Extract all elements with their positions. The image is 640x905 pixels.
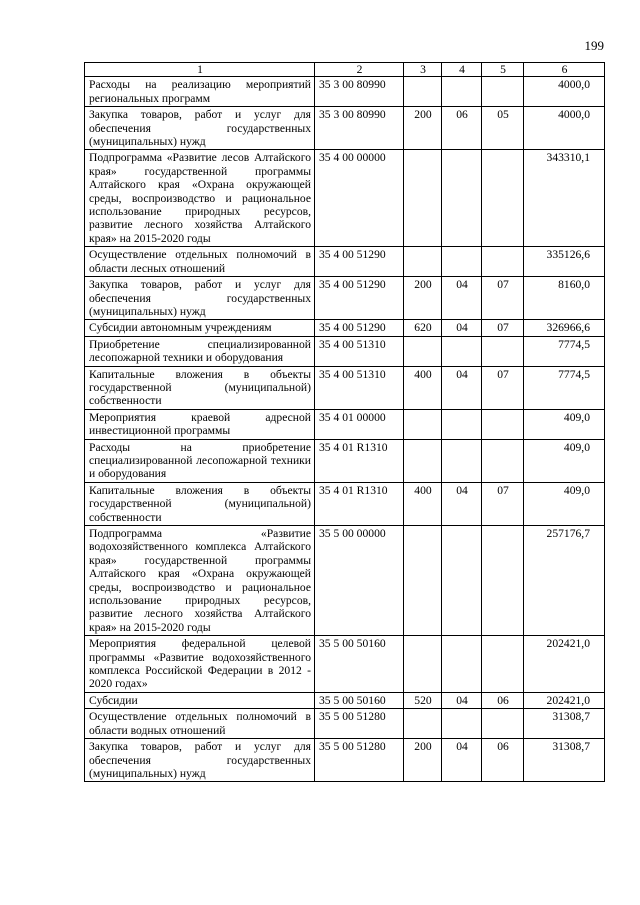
row-name-cell: Осуществление отдельных полномочий в области водных отношений (85, 709, 315, 739)
row-pr-cell: 07 (482, 277, 524, 320)
row-vr-cell: 400 (404, 482, 442, 525)
row-rz-cell (442, 526, 482, 636)
row-vr-cell (404, 247, 442, 277)
row-pr-cell: 06 (482, 739, 524, 782)
table-row (85, 277, 605, 320)
row-code-cell: 35 4 00 51290 (315, 320, 404, 336)
row-sum-cell: 202421,0 (524, 692, 605, 708)
table-row (85, 526, 605, 636)
row-vr-cell (404, 439, 442, 482)
row-name-cell: Приобретение специализированной лесопожарной техники и оборудования (85, 336, 315, 366)
row-sum-cell: 409,0 (524, 409, 605, 439)
row-rz-cell (442, 247, 482, 277)
row-name-cell: Капитальные вложения в объекты государственной (муниципальной) собственности (85, 366, 315, 409)
row-name-cell: Расходы на реализацию мероприятий региональных программ (85, 77, 315, 107)
row-vr-cell (404, 77, 442, 107)
row-code-cell: 35 3 00 80990 (315, 107, 404, 150)
row-rz-cell (442, 150, 482, 247)
header-row (85, 63, 605, 77)
row-sum-cell: 409,0 (524, 439, 605, 482)
row-code-cell: 35 5 00 51280 (315, 709, 404, 739)
row-sum-cell: 343310,1 (524, 150, 605, 247)
row-pr-cell (482, 526, 524, 636)
row-rz-cell: 04 (442, 692, 482, 708)
row-rz-cell: 04 (442, 277, 482, 320)
row-name-cell: Закупка товаров, работ и услуг для обеспечения государственных (муниципальных) нужд (85, 739, 315, 782)
row-code-cell: 35 4 01 R1310 (315, 482, 404, 525)
row-code-cell: 35 4 00 00000 (315, 150, 404, 247)
header-cell: 2 (315, 63, 404, 77)
header-cell: 1 (85, 63, 315, 77)
table-row (85, 107, 605, 150)
row-rz-cell: 04 (442, 482, 482, 525)
row-vr-cell: 400 (404, 366, 442, 409)
row-name-cell: Закупка товаров, работ и услуг для обеспечения государственных (муниципальных) нужд (85, 277, 315, 320)
row-rz-cell (442, 709, 482, 739)
row-name-cell: Расходы на приобретение специализированной лесопожарной техники и оборудования (85, 439, 315, 482)
row-sum-cell: 409,0 (524, 482, 605, 525)
row-rz-cell (442, 336, 482, 366)
row-pr-cell (482, 336, 524, 366)
table-row (85, 77, 605, 107)
row-rz-cell (442, 77, 482, 107)
table-row (85, 247, 605, 277)
row-pr-cell: 05 (482, 107, 524, 150)
row-code-cell: 35 4 01 00000 (315, 409, 404, 439)
row-rz-cell (442, 409, 482, 439)
row-rz-cell: 04 (442, 739, 482, 782)
header-cell: 6 (524, 63, 605, 77)
row-vr-cell (404, 526, 442, 636)
row-vr-cell: 200 (404, 277, 442, 320)
row-vr-cell: 620 (404, 320, 442, 336)
header-cell: 4 (442, 63, 482, 77)
row-code-cell: 35 4 00 51290 (315, 277, 404, 320)
row-sum-cell: 7774,5 (524, 366, 605, 409)
row-pr-cell: 07 (482, 320, 524, 336)
row-pr-cell: 07 (482, 482, 524, 525)
row-pr-cell (482, 77, 524, 107)
row-vr-cell (404, 336, 442, 366)
row-vr-cell (404, 150, 442, 247)
row-name-cell: Подпрограмма «Развитие лесов Алтайского края» государственной программы Алтайского края «Охрана окружающей среды, воспроизводство и рациональное использование природных ресурсов, развитие лесного хозяйства Алтайского края» на 2015-2020 годы (85, 150, 315, 247)
row-vr-cell (404, 409, 442, 439)
row-rz-cell: 04 (442, 366, 482, 409)
row-code-cell: 35 5 00 50160 (315, 692, 404, 708)
row-pr-cell (482, 636, 524, 693)
row-name-cell: Мероприятия федеральной целевой программы «Развитие водохозяйственного комплекса Российской Федерации в 2012 - 2020 годах» (85, 636, 315, 693)
row-sum-cell: 202421,0 (524, 636, 605, 693)
table-row (85, 636, 605, 693)
row-code-cell: 35 4 00 51310 (315, 366, 404, 409)
table-row (85, 320, 605, 336)
row-name-cell: Субсидии автономным учреждениям (85, 320, 315, 336)
row-code-cell: 35 3 00 80990 (315, 77, 404, 107)
row-pr-cell: 07 (482, 366, 524, 409)
row-name-cell: Закупка товаров, работ и услуг для обеспечения государственных (муниципальных) нужд (85, 107, 315, 150)
row-code-cell: 35 4 00 51290 (315, 247, 404, 277)
header-cell: 5 (482, 63, 524, 77)
row-sum-cell: 31308,7 (524, 709, 605, 739)
row-code-cell: 35 4 00 51310 (315, 336, 404, 366)
row-pr-cell (482, 439, 524, 482)
row-name-cell: Осуществление отдельных полномочий в области лесных отношений (85, 247, 315, 277)
page-number: 199 (584, 38, 604, 53)
row-code-cell: 35 4 01 R1310 (315, 439, 404, 482)
row-code-cell: 35 5 00 51280 (315, 739, 404, 782)
row-sum-cell: 31308,7 (524, 739, 605, 782)
row-sum-cell: 4000,0 (524, 107, 605, 150)
row-sum-cell: 326966,6 (524, 320, 605, 336)
table-row (85, 482, 605, 525)
row-name-cell: Подпрограмма «Развитие водохозяйственного комплекса Алтайского края» государственной программы Алтайского края «Охрана окружающей среды, воспроизводство и рациональное использование природных ресурсов, развитие лесного хозяйства Алтайского края» на 2015-2020 годы (85, 526, 315, 636)
row-rz-cell: 04 (442, 320, 482, 336)
header-cell: 3 (404, 63, 442, 77)
row-sum-cell: 8160,0 (524, 277, 605, 320)
row-sum-cell: 4000,0 (524, 77, 605, 107)
row-vr-cell: 520 (404, 692, 442, 708)
row-pr-cell (482, 409, 524, 439)
row-pr-cell: 06 (482, 692, 524, 708)
row-rz-cell (442, 636, 482, 693)
table-row (85, 409, 605, 439)
row-code-cell: 35 5 00 50160 (315, 636, 404, 693)
row-sum-cell: 257176,7 (524, 526, 605, 636)
row-pr-cell (482, 150, 524, 247)
row-code-cell: 35 5 00 00000 (315, 526, 404, 636)
table-row (85, 150, 605, 247)
row-vr-cell: 200 (404, 107, 442, 150)
row-rz-cell: 06 (442, 107, 482, 150)
row-pr-cell (482, 709, 524, 739)
table-row (85, 439, 605, 482)
row-pr-cell (482, 247, 524, 277)
table-row (85, 366, 605, 409)
row-rz-cell (442, 439, 482, 482)
table-row (85, 709, 605, 739)
table-row (85, 692, 605, 708)
table-row (85, 336, 605, 366)
row-name-cell: Мероприятия краевой адресной инвестиционной программы (85, 409, 315, 439)
row-vr-cell (404, 636, 442, 693)
row-name-cell: Субсидии (85, 692, 315, 708)
row-vr-cell (404, 709, 442, 739)
row-sum-cell: 7774,5 (524, 336, 605, 366)
row-vr-cell: 200 (404, 739, 442, 782)
row-sum-cell: 335126,6 (524, 247, 605, 277)
table-row (85, 739, 605, 782)
row-name-cell: Капитальные вложения в объекты государственной (муниципальной) собственности (85, 482, 315, 525)
budget-table (84, 62, 605, 782)
